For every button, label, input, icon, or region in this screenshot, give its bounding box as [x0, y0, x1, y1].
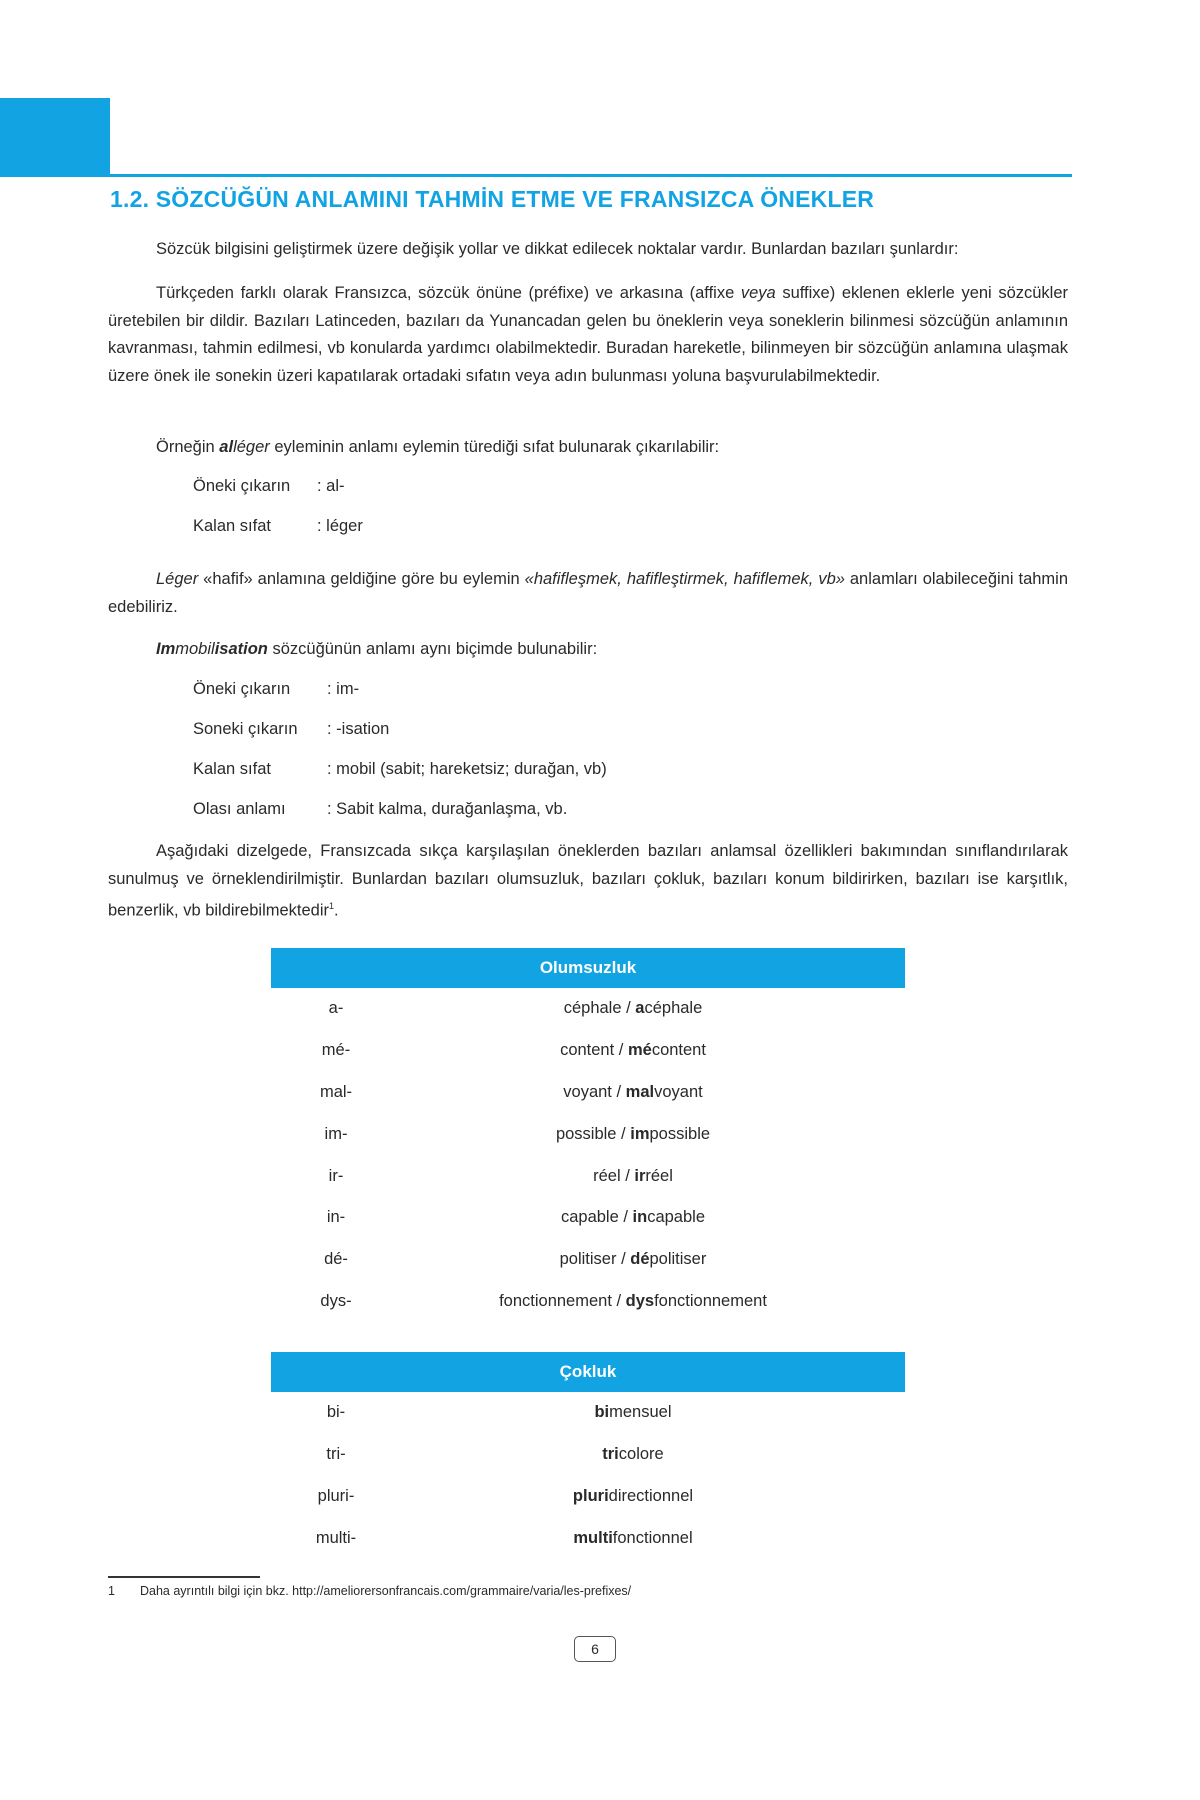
table-row [271, 1392, 905, 1434]
example-base-word: fonctionnement / [499, 1291, 626, 1310]
example-2-value-3: : mobil (sabit; hareketsiz; durağan, vb) [327, 760, 607, 778]
example-base-word: réel / [593, 1166, 635, 1185]
example-base-word: possible / [555, 1124, 631, 1143]
example-word-rest: capable [647, 1208, 706, 1227]
example-word-rest: voyant [654, 1082, 703, 1101]
example-base-word: voyant / [563, 1082, 626, 1101]
prefix-cell: ir- [328, 1166, 344, 1185]
example-word-rest: fonctionnement [654, 1291, 767, 1310]
example-base-word: content / [560, 1041, 628, 1060]
example-2-value-2: : -isation [327, 720, 390, 738]
prefix-cell: pluri- [317, 1486, 355, 1505]
paragraph-1-text: Sözcük bilgisini geliştirmek üzere değişik yollar ve dikkat edilecek noktalar vardır. Bunlardan bazıları şunlardır: [156, 240, 959, 258]
footnote-number: 1 [108, 1584, 115, 1598]
example-word-rest: mensuel [609, 1403, 672, 1422]
table-row [271, 1517, 905, 1559]
example-cell [401, 1250, 905, 1269]
table-row [271, 988, 905, 1030]
table-row [271, 1434, 905, 1476]
example-1-value-2: : léger [317, 517, 363, 535]
table-cokluk [271, 1352, 905, 1559]
example-2-row-1 [193, 680, 359, 699]
header-color-block [0, 98, 110, 176]
example-2-row-3 [193, 760, 607, 779]
example-word-rest: réel [645, 1166, 673, 1185]
example-cell [401, 1403, 905, 1422]
paragraph-5 [108, 636, 1068, 664]
paragraph-4-word: Léger [156, 570, 199, 588]
paragraph-5-part-b: sözcüğünün anlamı aynı biçimde bulunabilir: [267, 640, 598, 658]
paragraph-2 [108, 280, 1068, 390]
example-2-key-4: Olası anlamı [193, 800, 286, 818]
example-prefix-bold: bi [594, 1403, 610, 1422]
example-2-row-2 [193, 720, 389, 739]
paragraph-1 [108, 236, 1068, 264]
example-word-rest: directionnel [608, 1486, 694, 1505]
prefix-cell: bi- [326, 1403, 346, 1422]
paragraph-3-word-prefix: al [219, 438, 234, 456]
table-row [271, 1476, 905, 1518]
prefix-cell: in- [326, 1208, 346, 1227]
example-cell [401, 1083, 905, 1102]
example-base-word: céphale / [563, 999, 636, 1018]
example-prefix-bold: ir [634, 1166, 646, 1185]
example-cell [401, 1125, 905, 1144]
example-cell [401, 1529, 905, 1548]
paragraph-4-part-b: anlamları olabileceğini tahmin edebiliriz. [108, 570, 1069, 616]
example-2-key-2: Soneki çıkarın [193, 720, 298, 738]
example-cell [401, 999, 905, 1018]
table-row [271, 1281, 905, 1323]
paragraph-3 [108, 434, 1068, 462]
example-word-rest: fonctionnel [612, 1528, 693, 1547]
example-prefix-bold: mé [627, 1041, 652, 1060]
example-prefix-bold: mal [625, 1082, 655, 1101]
prefix-cell: mal- [319, 1082, 353, 1101]
example-1-key-2: Kalan sıfat [193, 517, 271, 535]
paragraph-2-part-b: suffixe) eklenen eklerle yeni sözcükler üretebilen bir dildir. Bazıları Latinceden, bazıları da Yunancadan gelen bu öneklerin veya soneklerin bilinmesi sözcüğün anlamının kavranması, tahmin edilmesi, vb konularda yardımcı olabilmektedir. Buradan hareketle, bilinmeyen bir sözcüğün anlamına ulaşmak üzere önek ile sonekin üzeri kapatılarak ortadaki sıfatın veya adın bulunması yoluna başvurulabilmektedir. [108, 284, 1069, 385]
footnote [108, 1584, 631, 1598]
paragraph-3-word-root: léger [233, 438, 270, 456]
example-word-rest: politiser [649, 1250, 707, 1269]
prefix-cell: tri- [326, 1445, 346, 1464]
example-word-rest: colore [618, 1445, 664, 1464]
example-2-key-1: Öneki çıkarın [193, 680, 291, 698]
example-2-value-4: : Sabit kalma, durağanlaşma, vb. [327, 800, 568, 818]
example-cell [401, 1445, 905, 1464]
table-row [271, 1072, 905, 1114]
example-prefix-bold: dé [630, 1250, 650, 1269]
example-cell [401, 1167, 905, 1186]
table-row [271, 1113, 905, 1155]
prefix-cell: dé- [324, 1250, 348, 1269]
table-olumsuzluk [271, 948, 905, 1322]
example-1-key-1: Öneki çıkarın [193, 477, 291, 495]
example-cell [401, 1208, 905, 1227]
example-prefix-bold: pluri [572, 1486, 609, 1505]
paragraph-4-italic: «hafifleşmek, hafifleştirmek, hafiflemek, vb» [524, 570, 845, 588]
prefix-cell: a- [328, 999, 344, 1018]
example-1-value-1: : al- [317, 477, 345, 495]
paragraph-6-part-a: Aşağıdaki dizelgede, Fransızcada sıkça karşılaşılan öneklerden bazıları anlamsal özellikleri bakımından sınıflandırılarak sunulmuş ve örneklendirilmiştir. Bunlardan bazıları olumsuzluk, bazıları çokluk, bazıları konum bildirirken, bazıları ise karşıtlık, benzerlik, vb bildirebilmektedir [108, 842, 1068, 920]
example-prefix-bold: im [630, 1124, 650, 1143]
example-1-row-1 [193, 477, 345, 496]
table-row [271, 1197, 905, 1239]
paragraph-2-part-a: Türkçeden farklı olarak Fransızca, sözcük önüne (préfixe) ve arkasına (affixe [156, 284, 741, 302]
footnote-ref: 1 [329, 901, 335, 911]
table-row [271, 1030, 905, 1072]
paragraph-2-italic: veya [740, 284, 776, 302]
prefix-cell: dys- [320, 1291, 352, 1310]
paragraph-3-part-a: Örneğin [156, 438, 220, 456]
example-prefix-bold: a [635, 999, 645, 1018]
paragraph-5-word-prefix: Im [156, 640, 176, 658]
example-1-row-2 [193, 517, 363, 536]
example-2-value-1: : im- [327, 680, 360, 698]
example-prefix-bold: in [632, 1208, 648, 1227]
paragraph-3-part-b: eyleminin anlamı eylemin türediği sıfat bulunarak çıkarılabilir: [269, 438, 720, 456]
table-cokluk-body [271, 1392, 905, 1559]
paragraph-6 [108, 838, 1068, 925]
example-prefix-bold: multi [573, 1528, 613, 1547]
header-rule [0, 174, 1072, 177]
example-2-row-4 [193, 800, 567, 819]
paragraph-6-part-b: . [334, 901, 339, 920]
example-cell [401, 1041, 905, 1060]
paragraph-5-word-suffix: isation [214, 640, 268, 658]
table-olumsuzluk-body [271, 988, 905, 1322]
footnote-text: Daha ayrıntılı bilgi için bkz. http://ameliorersonfrancais.com/grammaire/varia/les-prefixes/ [140, 1584, 632, 1598]
paragraph-4 [108, 566, 1068, 621]
paragraph-4-part-a: «hafif» anlamına geldiğine göre bu eylemin [198, 570, 525, 588]
example-base-word: capable / [560, 1208, 633, 1227]
table-row [271, 1155, 905, 1197]
example-cell [401, 1487, 905, 1506]
prefix-cell: mé- [321, 1041, 351, 1060]
prefix-cell: im- [324, 1124, 348, 1143]
example-base-word: politiser / [559, 1250, 631, 1269]
prefix-cell: multi- [315, 1528, 357, 1547]
footnote-rule [108, 1576, 260, 1578]
example-prefix-bold: tri [602, 1445, 619, 1464]
example-word-rest: content [651, 1041, 706, 1060]
page-number: 6 [574, 1636, 616, 1662]
example-prefix-bold: dys [625, 1291, 655, 1310]
example-cell [401, 1292, 905, 1311]
table-olumsuzluk-header: Olumsuzluk [271, 948, 905, 988]
example-2-key-3: Kalan sıfat [193, 760, 271, 778]
table-row [271, 1239, 905, 1281]
example-word-rest: possible [649, 1124, 711, 1143]
section-heading: 1.2. SÖZCÜĞÜN ANLAMINI TAHMİN ETME VE FRANSIZCA ÖNEKLER [110, 186, 875, 212]
table-cokluk-header: Çokluk [271, 1352, 905, 1392]
paragraph-5-word-root: mobil [175, 640, 215, 658]
example-word-rest: céphale [644, 999, 703, 1018]
